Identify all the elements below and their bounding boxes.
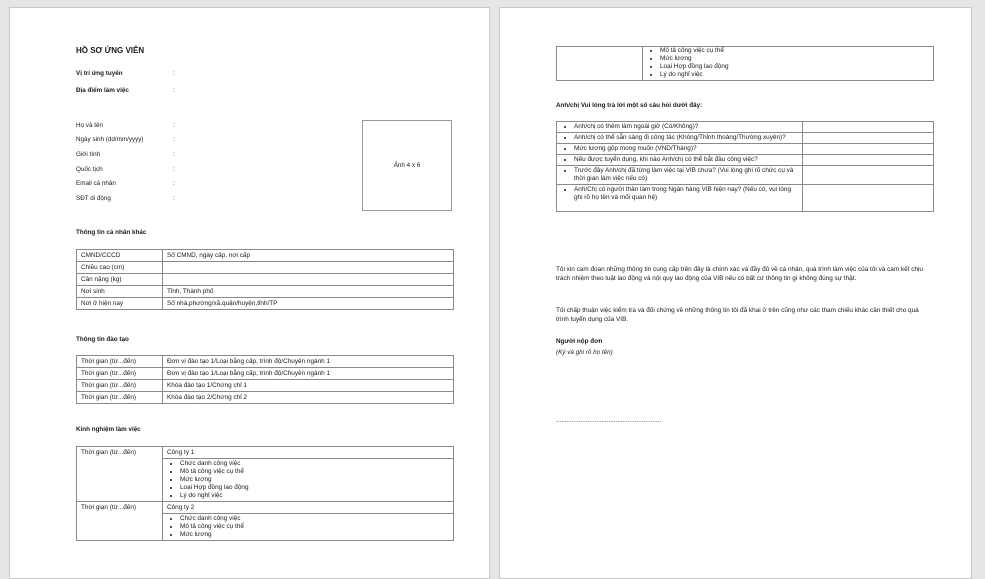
question-item: • Anh/Chị có người thân làm trong Ngân hàng VIB hiện nay? (Nếu có, vui lòng ghi rõ họ tên và mối quan hệ) [574, 186, 798, 202]
answer-cell[interactable] [803, 155, 934, 166]
table-cell [163, 459, 454, 502]
list-item: • Loại Hợp đồng lao động [180, 484, 449, 492]
field-label-fullname: Họ và tên [76, 122, 103, 129]
table-cell: Thời gian (từ...đến) [77, 502, 163, 541]
table-cell [163, 514, 454, 541]
field-sep: : [173, 87, 175, 94]
questions-heading: Anh/chị Vui lòng trả lời một số câu hỏi dưới đây: [556, 102, 703, 109]
answer-cell[interactable] [803, 185, 934, 212]
table-cell [557, 133, 803, 144]
job-detail-list [167, 460, 449, 500]
list-item: • Lý do nghỉ việc [180, 492, 449, 500]
table-cell [557, 47, 643, 81]
list-item: • Chức danh công việc [180, 460, 449, 468]
table-cell: Nơi ở hiện nay [77, 298, 163, 310]
answer-cell[interactable] [803, 144, 934, 155]
table-cell [163, 262, 454, 274]
experience-table-continued [556, 46, 934, 81]
table-cell: Công ty 2 [163, 502, 454, 514]
section-heading-experience: Kinh nghiệm làm việc [76, 426, 141, 433]
section-heading-personal: Thông tin cá nhân khác [76, 229, 147, 236]
field-label-email: Email cá nhân [76, 180, 116, 187]
document-title: HỒ SƠ ỨNG VIÊN [76, 46, 145, 55]
field-label-phone: SĐT di động [76, 195, 111, 202]
table-row [77, 262, 454, 274]
table-cell: Thời gian (từ...đến) [77, 392, 163, 404]
field-sep: : [173, 166, 175, 173]
photo-label: Ảnh 4 x 6 [393, 162, 421, 169]
signer-label: Người nộp đơn [556, 338, 603, 345]
field-sep: : [173, 122, 175, 129]
table-row [557, 155, 934, 166]
table-cell: CMND/CCCD [77, 250, 163, 262]
signature-line: ............................................................ [556, 417, 661, 424]
table-cell [557, 144, 803, 155]
table-cell [557, 155, 803, 166]
job-detail-list [167, 515, 449, 539]
field-label-location: Địa điểm làm việc [76, 87, 129, 94]
list-item: • Mô tả công việc cụ thể [660, 47, 929, 55]
table-cell: Khóa đào tạo 1/Chứng chỉ 1 [163, 380, 454, 392]
personal-info-table [76, 249, 454, 310]
declaration-paragraph-2: Tôi chấp thuận việc kiểm tra và đối chứng về những thông tin tôi đã khai ở trên cũng như các tham chiếu khác cần thiết cho quá trình tuyển dụng của VIB. [556, 307, 919, 323]
answer-cell[interactable] [803, 166, 934, 185]
field-label-position: Vị trí ứng tuyển [76, 70, 123, 77]
table-row [77, 368, 454, 380]
table-cell: Số nhà,phường/xã,quận/huyện,tỉnh/TP [163, 298, 454, 310]
table-row [557, 122, 934, 133]
signer-note: (Ký và ghi rõ họ tên) [556, 349, 613, 356]
field-sep: : [173, 136, 175, 143]
declaration-paragraph-1: Tôi xin cam đoan những thông tin cung cấp trên đây là chính xác và đầy đủ về cá nhân, quá trình làm việc của tôi và cam kết chịu trách nhiệm theo luật lao động và nội quy lao động của VIB nếu có bất cứ thông tin gì không đúng sự thật. [556, 266, 923, 282]
table-cell: Cân nặng (kg) [77, 274, 163, 286]
table-cell [557, 166, 803, 185]
question-item: • Mức lương gộp mong muốn (VND/Tháng)? [574, 145, 798, 153]
field-label-nationality: Quốc tịch [76, 166, 103, 173]
field-label-gender: Giới tính [76, 151, 101, 158]
table-row [77, 250, 454, 262]
table-row [77, 502, 454, 514]
field-sep: : [173, 151, 175, 158]
list-item: • Mô tả công việc cụ thể [180, 468, 449, 476]
photo-placeholder [362, 120, 452, 211]
field-sep: : [173, 195, 175, 202]
question-item: • Trước đây Anh/chị đã từng làm việc tại VIB chưa? (Vui lòng ghi rõ chức cụ và thời gian làm việc nếu có) [574, 167, 798, 183]
table-cell: Thời gian (từ...đến) [77, 356, 163, 368]
education-table [76, 355, 454, 404]
list-item: • Mức lương [180, 476, 449, 484]
table-row [77, 447, 454, 459]
table-cell [163, 274, 454, 286]
questions-table [556, 121, 934, 212]
question-item: • Anh/chị có thể sẵn sàng đi công tác (Không/Thỉnh thoảng/Thường xuyên)? [574, 134, 798, 142]
table-cell: Đơn vị đào tạo 1/Loại bằng cấp, trình độ/Chuyên ngành 1 [163, 368, 454, 380]
experience-table [76, 446, 454, 541]
list-item: • Mức lương [180, 531, 449, 539]
table-cell: Công ty 1 [163, 447, 454, 459]
table-cell: Tỉnh, Thành phố [163, 286, 454, 298]
answer-cell[interactable] [803, 122, 934, 133]
table-cell: Thời gian (từ...đến) [77, 380, 163, 392]
document-page-right [499, 7, 972, 579]
table-cell: Số CMND, ngày cấp, nơi cấp [163, 250, 454, 262]
table-row [557, 166, 934, 185]
question-item: • Anh/chị có thêm làm ngoài giờ (Có/Không)? [574, 123, 798, 131]
list-item: • Mô tả công việc cụ thể [180, 523, 449, 531]
table-row [557, 185, 934, 212]
document-page-left [9, 7, 490, 579]
table-cell: Nơi sinh [77, 286, 163, 298]
job-detail-list [647, 47, 929, 79]
table-row [557, 144, 934, 155]
list-item: • Mức lương [660, 55, 929, 63]
table-row [557, 47, 934, 81]
field-sep: : [173, 70, 175, 77]
table-row [77, 298, 454, 310]
section-heading-education: Thông tin đào tạo [76, 336, 129, 343]
table-cell [557, 185, 803, 212]
table-row [77, 380, 454, 392]
table-row [77, 286, 454, 298]
list-item: • Chức danh công việc [180, 515, 449, 523]
table-row [77, 392, 454, 404]
field-sep: : [173, 180, 175, 187]
table-cell: Đơn vị đào tạo 1/Loại bằng cấp, trình độ/Chuyên ngành 1 [163, 356, 454, 368]
answer-cell[interactable] [803, 133, 934, 144]
field-label-birthdate: Ngày sinh (dd/mm/yyyy) [76, 136, 144, 143]
table-cell [643, 47, 934, 81]
table-row [557, 133, 934, 144]
list-item: • Lý do nghỉ việc [660, 71, 929, 79]
table-row [77, 356, 454, 368]
table-cell: Chiều cao (cm) [77, 262, 163, 274]
table-row [77, 274, 454, 286]
table-cell: Thời gian (từ...đến) [77, 447, 163, 502]
table-cell: Khóa đào tạo 2/Chứng chỉ 2 [163, 392, 454, 404]
table-cell: Thời gian (từ...đến) [77, 368, 163, 380]
list-item: • Loại Hợp đồng lao động [660, 63, 929, 71]
table-cell [557, 122, 803, 133]
question-item: • Nếu được tuyển dụng, khi nào Anh/chị có thể bắt đầu công việc? [574, 156, 798, 164]
